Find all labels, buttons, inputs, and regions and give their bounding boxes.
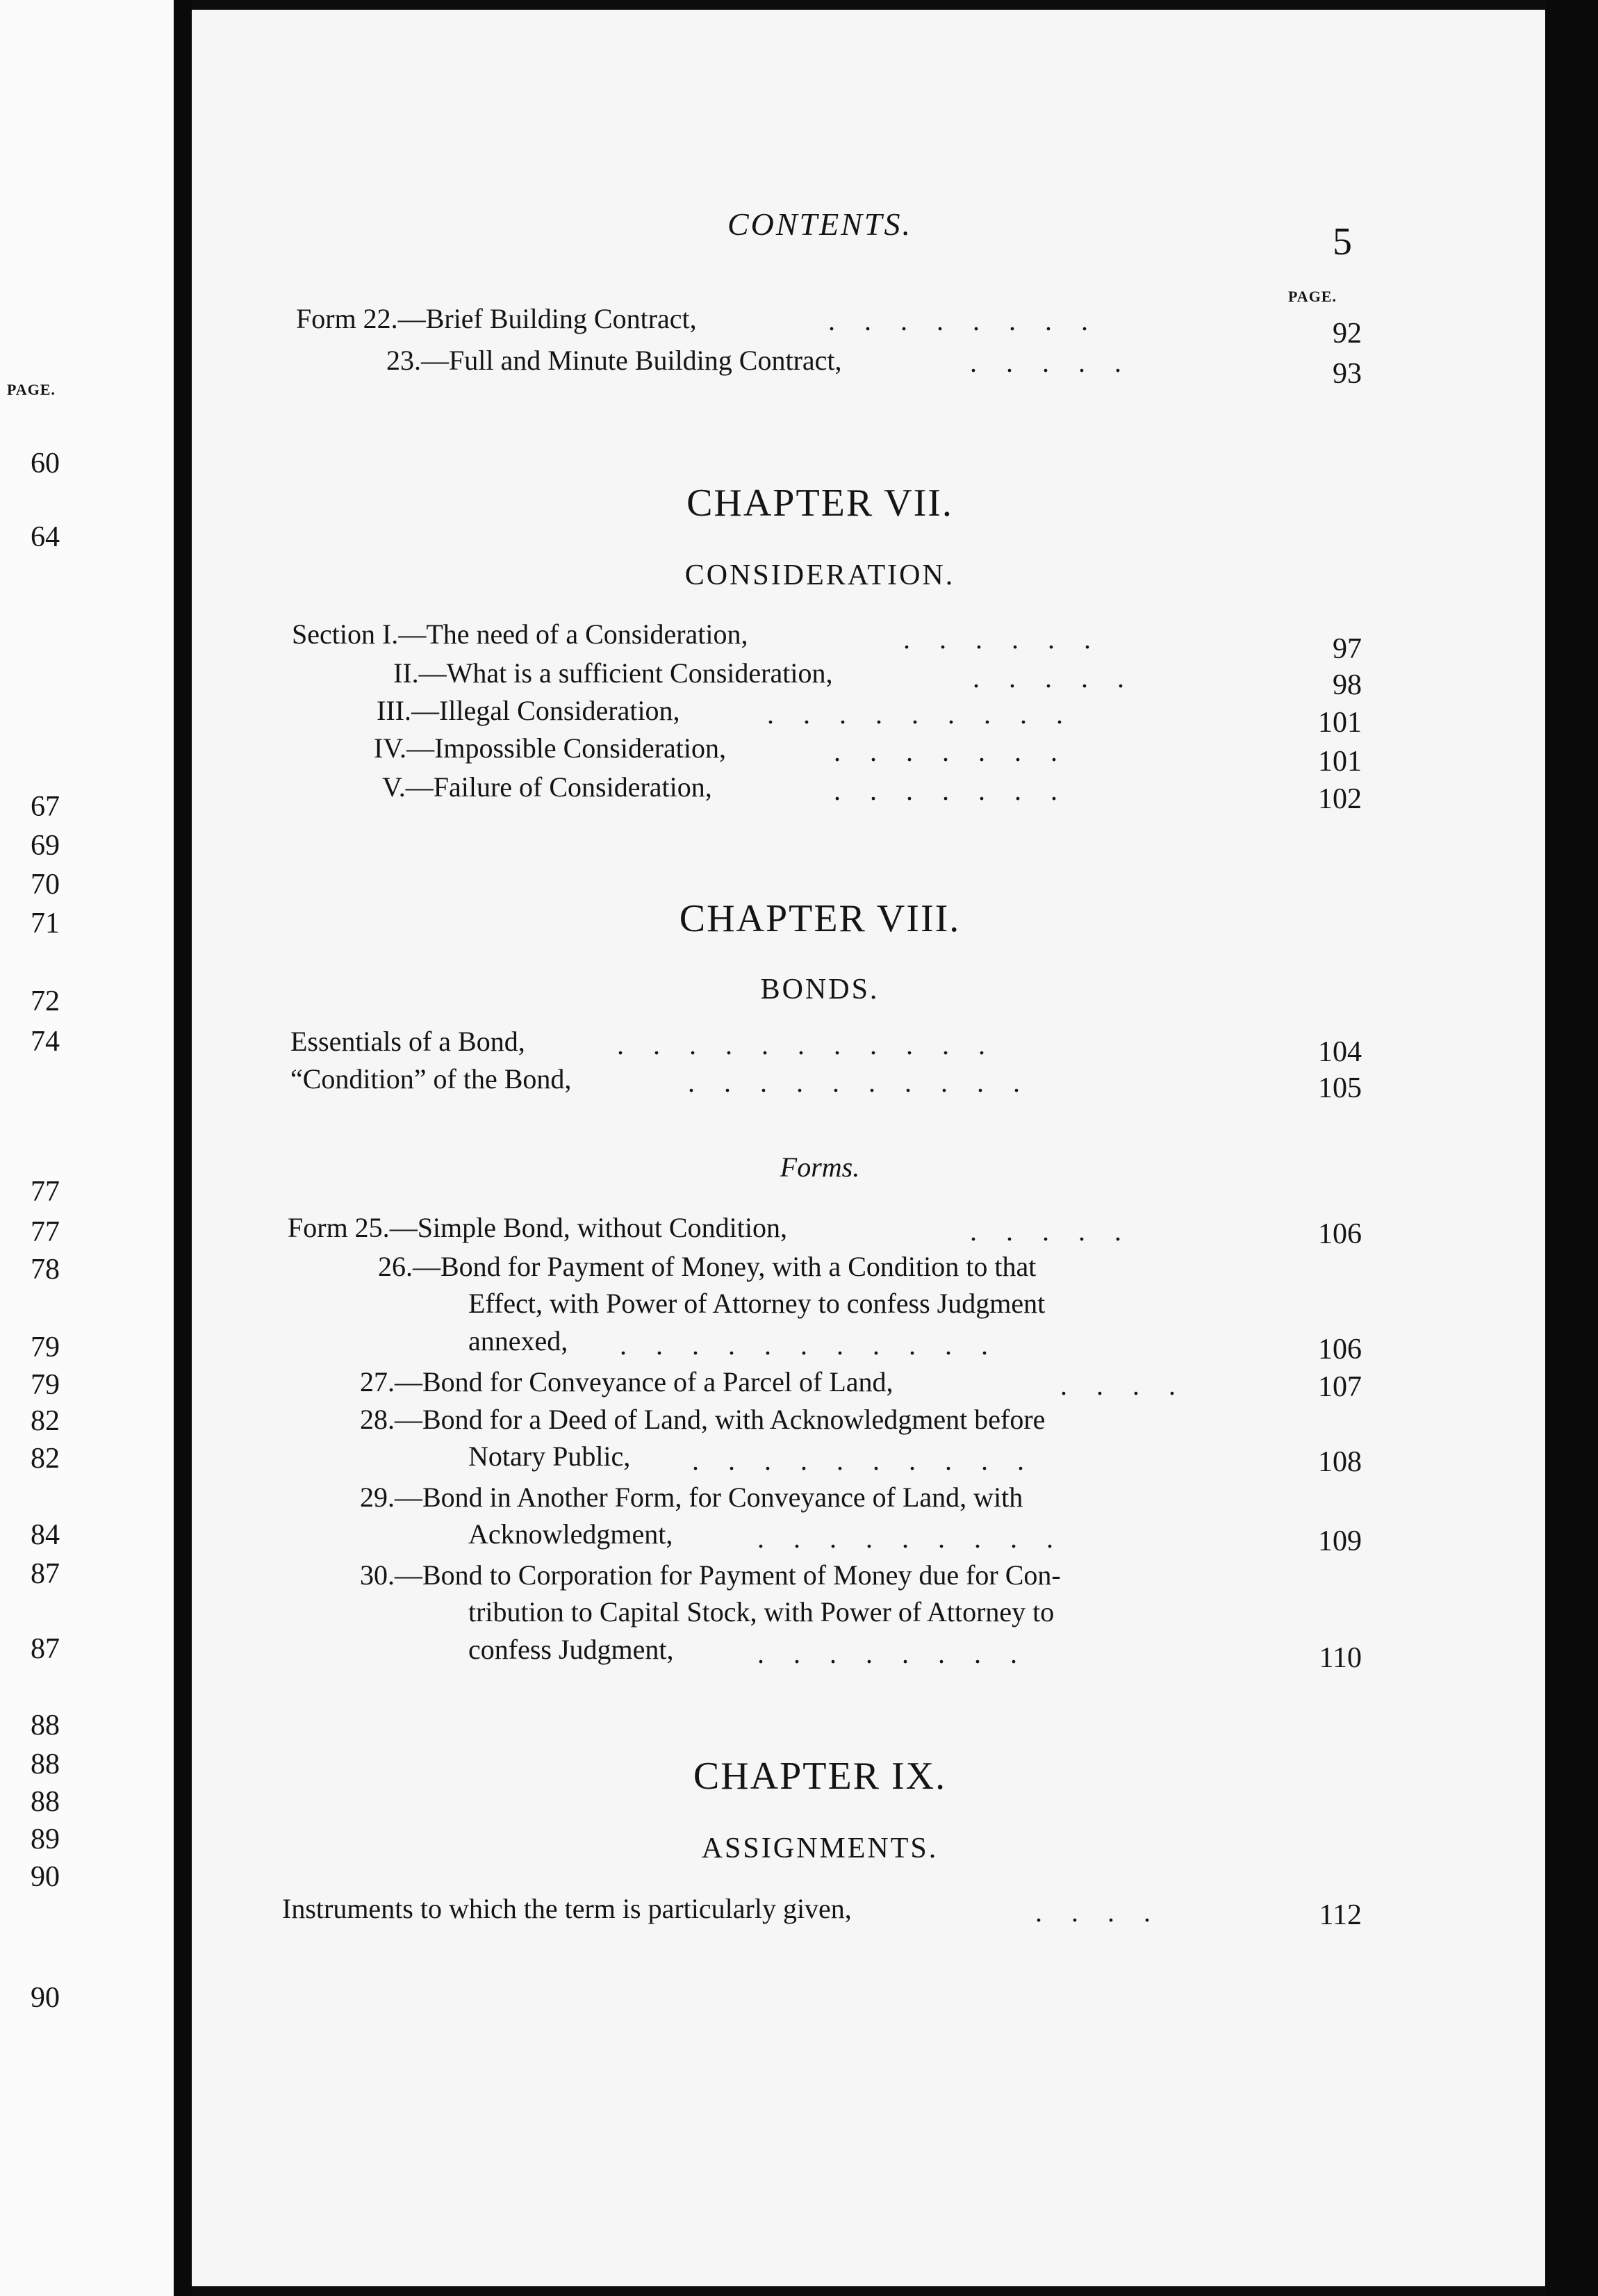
dot-leader: .... — [1060, 1370, 1205, 1401]
entry-title: —Failure of Consideration, — [405, 771, 712, 803]
facing-page-number: 87 — [31, 1558, 60, 1590]
dot-leader: ........ — [828, 305, 1117, 336]
entry-title: —Bond to Corporation for Payment of Money due for Con- — [395, 1559, 1061, 1591]
facing-page-number: 88 — [31, 1709, 60, 1741]
entry-page: 112 — [1319, 1899, 1362, 1931]
facing-page-number: 79 — [31, 1331, 60, 1363]
facing-page-number: 84 — [31, 1519, 60, 1551]
dot-leader: ........ — [757, 1638, 1046, 1669]
entry-title: —The need of a Consideration, — [398, 618, 748, 650]
facing-page-number: 64 — [31, 521, 60, 553]
facing-page-number: 71 — [31, 908, 60, 940]
entry-label: Form 22. — [296, 303, 398, 334]
entry-page: 107 — [1318, 1371, 1362, 1403]
entry-label: III. — [377, 695, 411, 726]
entry-continuation: confess Judgment, — [468, 1634, 674, 1665]
dot-leader: .......... — [692, 1445, 1053, 1476]
facing-page-number: 74 — [31, 1026, 60, 1058]
dot-leader: .......... — [688, 1067, 1049, 1098]
page-column-label: PAGE. — [1288, 288, 1337, 305]
toc-entry — [296, 300, 697, 338]
dot-leader: ......... — [757, 1523, 1082, 1554]
dot-leader: ........... — [617, 1029, 1014, 1060]
entry-continuation: Notary Public, — [468, 1441, 631, 1472]
entry-label: II. — [393, 657, 419, 689]
entry-label: IV. — [374, 732, 407, 764]
entry-continuation: tribution to Capital Stock, with Power of Attorney to — [468, 1596, 1055, 1627]
forms-heading: Forms. — [780, 1151, 860, 1183]
running-head: CONTENTS. — [727, 206, 913, 242]
dot-leader: ...... — [903, 623, 1120, 655]
facing-page-number: 88 — [31, 1786, 60, 1818]
entry-label: 23. — [386, 345, 421, 376]
chapter-heading: CHAPTER IX. — [693, 1755, 947, 1798]
entry-page: 104 — [1318, 1036, 1362, 1068]
entry-page: 98 — [1333, 669, 1362, 701]
entry-title: —Simple Bond, without Condition, — [389, 1212, 787, 1243]
entry-label: 27. — [360, 1366, 395, 1397]
entry-page: 106 — [1318, 1218, 1362, 1250]
dot-leader: .... — [1035, 1896, 1180, 1928]
page-number: 5 — [1333, 220, 1352, 263]
entry-title: —Full and Minute Building Contract, — [421, 345, 842, 376]
dot-leader: ......... — [767, 698, 1092, 730]
entry-continuation: Effect, with Power of Attorney to confess Judgment — [468, 1288, 1046, 1319]
dot-leader: ........... — [620, 1329, 1017, 1361]
entry-title: —Bond for a Deed of Land, with Acknowledgment before — [395, 1404, 1046, 1435]
toc-entry — [360, 1363, 893, 1401]
entry-label: V. — [382, 771, 406, 803]
facing-page-number: 90 — [31, 1861, 60, 1893]
entry-title: Essentials of a Bond, — [290, 1026, 525, 1057]
facing-page-number: 67 — [31, 791, 60, 823]
toc-entry — [282, 1890, 852, 1928]
entry-page: 101 — [1318, 707, 1362, 739]
dot-leader: ....... — [834, 736, 1087, 767]
book-gutter — [174, 0, 192, 2296]
facing-page-number: 79 — [31, 1369, 60, 1401]
chapter-subheading: CONSIDERATION. — [684, 559, 955, 591]
dot-leader: ..... — [970, 1215, 1151, 1247]
facing-page-number: 60 — [31, 448, 60, 479]
toc-entry — [288, 1209, 787, 1247]
toc-entry — [360, 1479, 1023, 1516]
entry-page: 106 — [1318, 1334, 1362, 1366]
entry-page: 102 — [1318, 783, 1362, 815]
facing-page-number: 90 — [31, 1982, 60, 2014]
toc-entry — [290, 1023, 525, 1060]
entry-label: 30. — [360, 1559, 395, 1591]
entry-title: —Brief Building Contract, — [397, 303, 697, 334]
facing-page-number: 82 — [31, 1405, 60, 1437]
facing-page-number: 72 — [31, 985, 60, 1017]
entry-title: —Bond for Conveyance of a Parcel of Land, — [395, 1366, 893, 1397]
entry-page: 92 — [1333, 318, 1362, 350]
entry-page: 108 — [1318, 1446, 1362, 1478]
dot-leader: ..... — [970, 347, 1151, 378]
entry-label: 26. — [378, 1251, 413, 1282]
facing-page-number: 89 — [31, 1823, 60, 1855]
facing-page-number: 78 — [31, 1254, 60, 1286]
entry-title: —Impossible Consideration, — [406, 732, 727, 764]
toc-entry — [386, 342, 842, 379]
entry-page: 97 — [1333, 633, 1362, 665]
entry-page: 110 — [1319, 1642, 1362, 1674]
entry-page: 93 — [1333, 358, 1362, 390]
toc-entry — [360, 1557, 1061, 1594]
chapter-heading: CHAPTER VII. — [686, 482, 953, 525]
toc-entry — [360, 1401, 1045, 1438]
toc-entry — [290, 1060, 571, 1098]
facing-page-number: 77 — [31, 1216, 60, 1248]
entry-label: Section I. — [292, 618, 399, 650]
entry-title: “Condition” of the Bond, — [290, 1063, 572, 1094]
chapter-subheading: ASSIGNMENTS. — [701, 1832, 939, 1864]
chapter-heading: CHAPTER VIII. — [679, 897, 961, 940]
entry-title: Instruments to which the term is particularly given, — [282, 1893, 852, 1924]
facing-page-number: 87 — [31, 1633, 60, 1665]
toc-entry — [292, 616, 748, 653]
entry-page: 109 — [1318, 1525, 1362, 1557]
toc-entry — [377, 692, 680, 730]
entry-label: Form 25. — [288, 1212, 390, 1243]
entry-title: —Bond for Payment of Money, with a Condition to that — [413, 1251, 1037, 1282]
dot-leader: ..... — [973, 662, 1153, 694]
facing-page — [0, 0, 174, 2296]
facing-page-number: 77 — [31, 1176, 60, 1208]
toc-entry — [378, 1248, 1036, 1286]
facing-page-number: 82 — [31, 1443, 60, 1475]
dot-leader: ....... — [834, 775, 1087, 806]
entry-label: 28. — [360, 1404, 395, 1435]
page-edge — [1545, 0, 1598, 2296]
entry-continuation: Acknowledgment, — [468, 1518, 673, 1550]
entry-title: —Bond in Another Form, for Conveyance of Land, with — [395, 1482, 1023, 1513]
entry-label: 29. — [360, 1482, 395, 1513]
entry-page: 101 — [1318, 746, 1362, 778]
toc-entry — [374, 730, 726, 767]
facing-page-number: 88 — [31, 1748, 60, 1780]
entry-page: 105 — [1318, 1072, 1362, 1104]
facing-page-label: PAGE. — [7, 381, 56, 398]
toc-entry — [393, 655, 832, 692]
chapter-subheading: BONDS. — [760, 974, 880, 1006]
facing-page-number: 70 — [31, 869, 60, 901]
entry-title: —Illegal Consideration, — [411, 695, 680, 726]
toc-entry — [382, 769, 712, 806]
facing-page-number: 69 — [31, 830, 60, 862]
entry-title: —What is a sufficient Consideration, — [418, 657, 833, 689]
entry-continuation: annexed, — [468, 1325, 568, 1356]
